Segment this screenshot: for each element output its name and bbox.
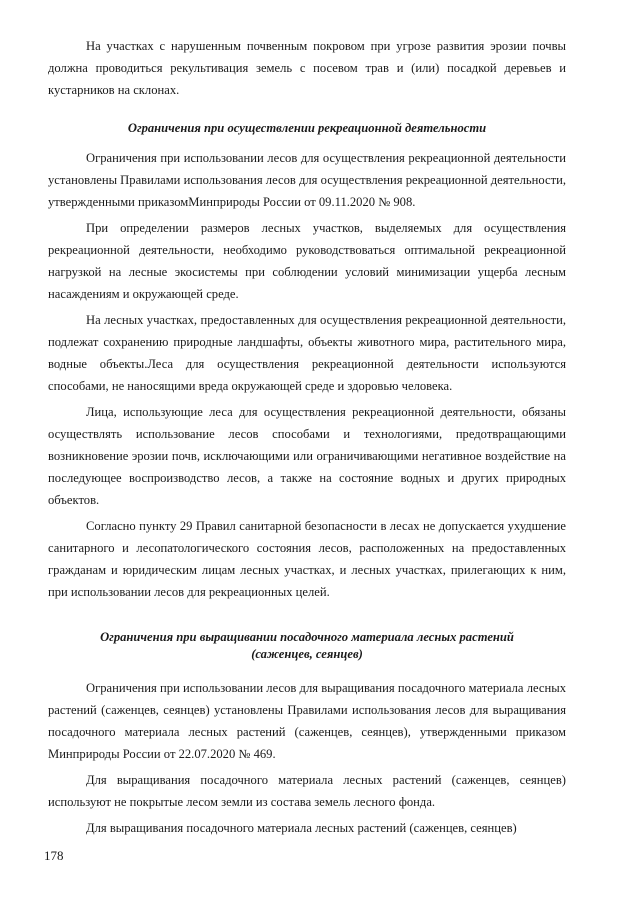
section-soil-recultivation [48,35,566,105]
section-planting-material-restrictions [48,677,566,843]
paragraph: На лесных участках, предоставленных для осуществления рекреационной деятельности, подлежат сохранению природные ландшафты, объекты животного мира, растительного мира, водные объекты.Леса для осуществления рекреационной деятельности используются способами, не наносящими вреда окружающей среде и здоровью человека. [48,313,566,393]
section-heading-planting-material [60,629,554,663]
paragraph: Ограничения при использовании лесов для осуществления рекреационной деятельности установлены Правилами использования лесов для осуществления рекреационной деятельности, утвержденными приказомМинприроды России от 09.11.2020 № 908. [48,151,567,209]
paragraph: На участках с нарушенным почвенным покровом при угрозе развития эрозии почвы должна проводиться рекультивация земель с посевом трав и (или) посадкой деревьев и кустарников на склонах. [48,39,566,97]
paragraph: Ограничения при использовании лесов для выращивания посадочного материала лесных растений (саженцев, сеянцев) установлены Правилами использования лесов для выращивания посадочного материала лесных растений (саженцев, сеянцев), утвержденными приказом Минприроды России от 22.07.2020 № 469. [48,681,566,761]
page-number: 178 [44,848,64,863]
paragraph: Для выращивания посадочного материала лесных растений (саженцев, сеянцев) используют не покрытые лесом земли из состава земель лесного фонда. [48,773,566,809]
section-recreation-restrictions [48,147,566,607]
heading-line: Ограничения при выращивании посадочного материала лесных растений [100,630,514,644]
paragraph: Для выращивания посадочного материала лесных растений (саженцев, сеянцев) [86,821,517,835]
paragraph: Согласно пункту 29 Правил санитарной безопасности в лесах не допускается ухудшение санитарного и лесопатологического состояния лесов, расположенных на предоставленных гражданам и юридическим лицам лесных участках, и лесных участках, прилегающих к ним, при использовании лесов для рекреационных целей. [48,519,566,599]
paragraph: При определении размеров лесных участков, выделяемых для осуществления рекреационной деятельности, необходимо руководствоваться оптимальной рекреационной нагрузкой на лесные экосистемы при соблюдении условий минимизации ущерба лесным насаждениям и окружающей среде. [48,221,566,301]
section-heading-recreation: Ограничения при осуществлении рекреационной деятельности [127,121,487,135]
paragraph: Лица, использующие леса для осуществления рекреационной деятельности, обязаны осуществлять использование лесов способами и технологиями, предотвращающими возникновение эрозии почв, исключающими или ограничивающими негативное воздействие на последующее воспроизводство лесов, а также на состояние водных и других природных объектов. [48,405,566,507]
heading-line: (саженцев, сеянцев) [251,647,363,661]
